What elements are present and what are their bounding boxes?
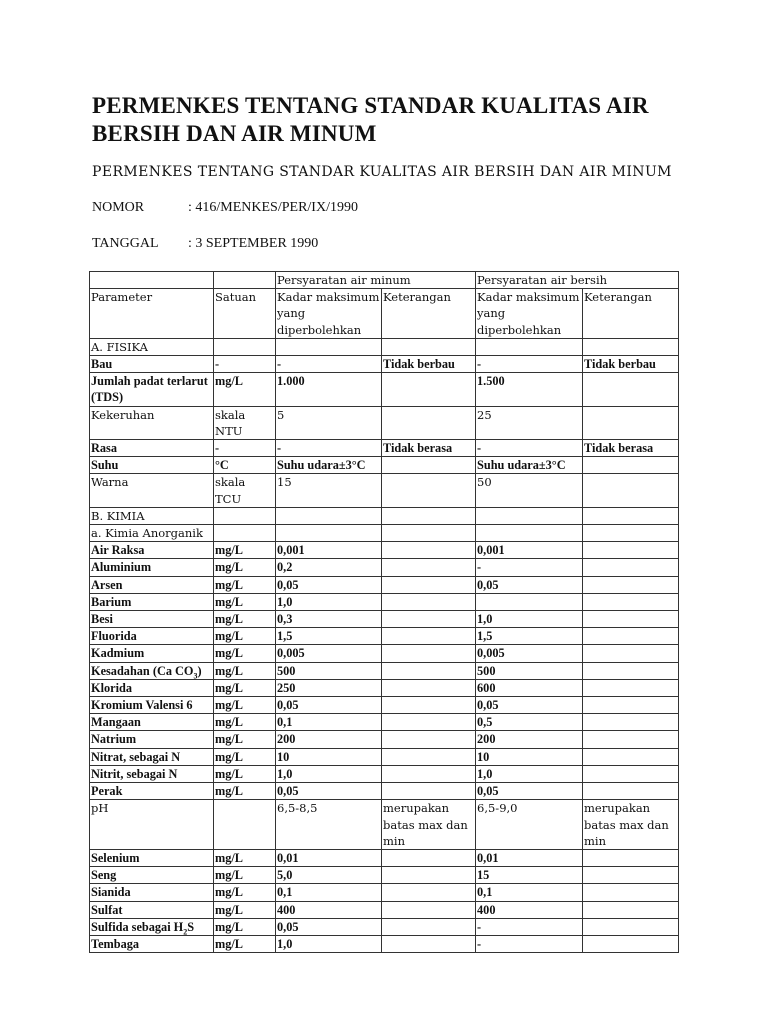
- cell-kadar-bersih: 1,0: [476, 611, 583, 628]
- cell-satuan: °C: [214, 457, 276, 474]
- cell-parameter: Kromium Valensi 6: [90, 697, 214, 714]
- cell-parameter: Rasa: [90, 440, 214, 457]
- table-row: [90, 611, 679, 628]
- cell-kadar-bersih: 0,1: [476, 884, 583, 901]
- cell-ket-minum: [382, 867, 476, 884]
- cell-ket-bersih: merupakan batas max dan min: [583, 800, 679, 850]
- cell-kadar-minum: 500: [276, 662, 382, 679]
- cell-parameter: Jumlah padat terlarut (TDS): [90, 373, 214, 406]
- cell-ket-bersih: [583, 628, 679, 645]
- cell-ket-bersih: [583, 645, 679, 662]
- cell-kadar-bersih: 10: [476, 748, 583, 765]
- cell-ket-minum: [382, 783, 476, 800]
- cell-kadar-minum: 1.000: [276, 373, 382, 406]
- cell-ket-bersih: [583, 714, 679, 731]
- cell-ket-bersih: [583, 697, 679, 714]
- cell-parameter: Perak: [90, 783, 214, 800]
- cell-kadar-minum: 400: [276, 901, 382, 918]
- cell-parameter: Kadmium: [90, 645, 214, 662]
- cell-ket-bersih: Tidak berbau: [583, 356, 679, 373]
- cell-ket-minum: [382, 697, 476, 714]
- cell-parameter: Air Raksa: [90, 542, 214, 559]
- standards-table: [89, 271, 679, 953]
- cell-parameter: Sulfat: [90, 901, 214, 918]
- cell-kadar-minum: -: [276, 440, 382, 457]
- cell-kadar-minum: 0,001: [276, 542, 382, 559]
- cell-ket-minum: Tidak berasa: [382, 440, 476, 457]
- cell-satuan: [214, 800, 276, 850]
- document-title: PERMENKES TENTANG STANDAR KUALITAS AIR BERSIH DAN AIR MINUM: [92, 93, 649, 146]
- cell-satuan: [214, 507, 276, 524]
- cell-satuan: -: [214, 356, 276, 373]
- table-row: [90, 679, 679, 696]
- cell-ket-minum: merupakan batas max dan min: [382, 800, 476, 850]
- cell-kadar-bersih: 1,0: [476, 765, 583, 782]
- cell-satuan: mg/L: [214, 867, 276, 884]
- cell-ket-minum: [382, 918, 476, 935]
- cell-kadar-bersih: -: [476, 356, 583, 373]
- cell-satuan: mg/L: [214, 918, 276, 935]
- col-header-kadar-minum: Kadar maksimum yang diperbolehkan: [276, 289, 382, 339]
- table-row: [90, 901, 679, 918]
- cell-ket-bersih: [583, 884, 679, 901]
- cell-ket-bersih: [583, 867, 679, 884]
- cell-ket-minum: [382, 611, 476, 628]
- table-row: [90, 849, 679, 866]
- cell-ket-minum: [382, 507, 476, 524]
- cell-ket-bersih: [583, 559, 679, 576]
- table-row: [90, 748, 679, 765]
- section-row: [90, 338, 679, 355]
- cell-kadar-bersih: 6,5-9,0: [476, 800, 583, 850]
- cell-parameter: pH: [90, 800, 214, 850]
- cell-kadar-bersih: 200: [476, 731, 583, 748]
- cell-kadar-bersih: -: [476, 918, 583, 935]
- cell-kadar-bersih: 50: [476, 474, 583, 507]
- cell-kadar-bersih: 25: [476, 406, 583, 439]
- cell-parameter: Seng: [90, 867, 214, 884]
- cell-kadar-minum: 1,0: [276, 593, 382, 610]
- cell-satuan: [214, 525, 276, 542]
- cell-kadar-minum: 15: [276, 474, 382, 507]
- header-group-bersih: Persyaratan air bersih: [476, 272, 679, 289]
- cell-ket-bersih: [583, 918, 679, 935]
- table-row: [90, 765, 679, 782]
- col-header-satuan: Satuan: [214, 289, 276, 339]
- cell-ket-minum: [382, 373, 476, 406]
- cell-kadar-bersih: 1,5: [476, 628, 583, 645]
- cell-satuan: mg/L: [214, 576, 276, 593]
- cell-kadar-bersih: -: [476, 440, 583, 457]
- cell-satuan: mg/L: [214, 373, 276, 406]
- table-row: [90, 440, 679, 457]
- cell-ket-minum: [382, 901, 476, 918]
- cell-ket-bersih: [583, 542, 679, 559]
- table-row: [90, 559, 679, 576]
- cell-ket-minum: [382, 474, 476, 507]
- cell-kadar-minum: [276, 525, 382, 542]
- cell-ket-minum: [382, 628, 476, 645]
- cell-parameter: B. KIMIA: [90, 507, 214, 524]
- cell-ket-bersih: [583, 901, 679, 918]
- cell-satuan: mg/L: [214, 731, 276, 748]
- cell-parameter: Arsen: [90, 576, 214, 593]
- cell-kadar-minum: [276, 338, 382, 355]
- cell-satuan: mg/L: [214, 628, 276, 645]
- cell-satuan: mg/L: [214, 559, 276, 576]
- cell-satuan: mg/L: [214, 901, 276, 918]
- col-header-ket-minum: Keterangan: [382, 289, 476, 339]
- table-row: [90, 474, 679, 507]
- cell-parameter: Klorida: [90, 679, 214, 696]
- table-row: [90, 697, 679, 714]
- cell-kadar-minum: 0,05: [276, 783, 382, 800]
- section-row: [90, 525, 679, 542]
- cell-parameter: Besi: [90, 611, 214, 628]
- cell-ket-bersih: [583, 679, 679, 696]
- cell-ket-minum: [382, 731, 476, 748]
- cell-kadar-bersih: 15: [476, 867, 583, 884]
- cell-ket-minum: [382, 748, 476, 765]
- cell-satuan: mg/L: [214, 697, 276, 714]
- table-row: [90, 593, 679, 610]
- cell-satuan: skala TCU: [214, 474, 276, 507]
- cell-kadar-minum: 5: [276, 406, 382, 439]
- table-row: [90, 356, 679, 373]
- cell-satuan: mg/L: [214, 849, 276, 866]
- cell-kadar-minum: [276, 507, 382, 524]
- cell-kadar-bersih: -: [476, 559, 583, 576]
- cell-parameter: Warna: [90, 474, 214, 507]
- cell-kadar-minum: 5,0: [276, 867, 382, 884]
- table-row: [90, 542, 679, 559]
- table-row: [90, 918, 679, 935]
- table-row: [90, 662, 679, 679]
- cell-kadar-bersih: [476, 593, 583, 610]
- cell-kadar-bersih: 0,005: [476, 645, 583, 662]
- table-row: [90, 884, 679, 901]
- table-row: [90, 800, 679, 850]
- table-row: [90, 867, 679, 884]
- cell-ket-minum: [382, 765, 476, 782]
- cell-kadar-bersih: 0,05: [476, 697, 583, 714]
- cell-satuan: skala NTU: [214, 406, 276, 439]
- header-empty-cell: [90, 272, 214, 289]
- cell-kadar-bersih: [476, 525, 583, 542]
- cell-ket-minum: [382, 679, 476, 696]
- table-row: [90, 645, 679, 662]
- cell-kadar-bersih: 0,5: [476, 714, 583, 731]
- cell-kadar-minum: 0,1: [276, 714, 382, 731]
- cell-ket-bersih: [583, 507, 679, 524]
- cell-parameter: Aluminium: [90, 559, 214, 576]
- table-row: [90, 576, 679, 593]
- cell-kadar-bersih: 500: [476, 662, 583, 679]
- cell-kadar-bersih: 1.500: [476, 373, 583, 406]
- table-row: [90, 406, 679, 439]
- cell-satuan: mg/L: [214, 593, 276, 610]
- cell-ket-bersih: Tidak berasa: [583, 440, 679, 457]
- cell-kadar-bersih: [476, 338, 583, 355]
- cell-kadar-minum: -: [276, 356, 382, 373]
- cell-ket-bersih: [583, 338, 679, 355]
- cell-ket-bersih: [583, 748, 679, 765]
- tanggal-value: : 3 SEPTEMBER 1990: [188, 236, 319, 251]
- cell-kadar-minum: 0,05: [276, 918, 382, 935]
- cell-ket-bersih: [583, 406, 679, 439]
- cell-ket-bersih: [583, 373, 679, 406]
- cell-kadar-minum: 0,05: [276, 697, 382, 714]
- cell-satuan: mg/L: [214, 645, 276, 662]
- cell-parameter: Fluorida: [90, 628, 214, 645]
- cell-ket-minum: [382, 714, 476, 731]
- cell-kadar-minum: 250: [276, 679, 382, 696]
- cell-parameter: Suhu: [90, 457, 214, 474]
- cell-parameter: Mangaan: [90, 714, 214, 731]
- table-header-row: [90, 289, 679, 339]
- cell-ket-bersih: [583, 457, 679, 474]
- cell-ket-bersih: [583, 731, 679, 748]
- cell-ket-bersih: [583, 662, 679, 679]
- cell-parameter: Nitrit, sebagai N: [90, 765, 214, 782]
- cell-kadar-bersih: 0,001: [476, 542, 583, 559]
- cell-ket-bersih: [583, 474, 679, 507]
- cell-ket-bersih: [583, 765, 679, 782]
- col-header-parameter: Parameter: [90, 289, 214, 339]
- cell-satuan: mg/L: [214, 542, 276, 559]
- cell-kadar-minum: 6,5-8,5: [276, 800, 382, 850]
- cell-ket-bersih: [583, 593, 679, 610]
- cell-satuan: -: [214, 440, 276, 457]
- cell-satuan: mg/L: [214, 935, 276, 952]
- cell-ket-minum: [382, 406, 476, 439]
- table-group-header-row: [90, 272, 679, 289]
- cell-kadar-bersih: 600: [476, 679, 583, 696]
- cell-kadar-minum: Suhu udara±3°C: [276, 457, 382, 474]
- cell-kadar-minum: 1,0: [276, 935, 382, 952]
- cell-ket-bersih: [583, 783, 679, 800]
- cell-ket-minum: [382, 542, 476, 559]
- cell-kadar-bersih: 0,05: [476, 783, 583, 800]
- cell-parameter: Sianida: [90, 884, 214, 901]
- cell-satuan: mg/L: [214, 765, 276, 782]
- cell-kadar-bersih: 400: [476, 901, 583, 918]
- cell-kadar-bersih: 0,01: [476, 849, 583, 866]
- header-group-minum: Persyaratan air minum: [276, 272, 476, 289]
- cell-kadar-minum: 0,05: [276, 576, 382, 593]
- nomor-label: NOMOR: [92, 200, 145, 215]
- cell-ket-minum: [382, 338, 476, 355]
- cell-ket-minum: [382, 576, 476, 593]
- cell-ket-minum: [382, 849, 476, 866]
- table-row: [90, 714, 679, 731]
- cell-kadar-minum: 0,3: [276, 611, 382, 628]
- table-row: [90, 783, 679, 800]
- cell-parameter: Natrium: [90, 731, 214, 748]
- cell-ket-minum: [382, 457, 476, 474]
- cell-parameter: a. Kimia Anorganik: [90, 525, 214, 542]
- cell-parameter: Kekeruhan: [90, 406, 214, 439]
- cell-parameter: Sulfida sebagai $H_2S$: [90, 918, 214, 935]
- table-row: [90, 935, 679, 952]
- cell-ket-bersih: [583, 611, 679, 628]
- cell-ket-bersih: [583, 525, 679, 542]
- cell-kadar-minum: 10: [276, 748, 382, 765]
- section-row: [90, 507, 679, 524]
- cell-ket-minum: Tidak berbau: [382, 356, 476, 373]
- table-row: [90, 457, 679, 474]
- cell-kadar-bersih: -: [476, 935, 583, 952]
- table-body: [90, 338, 679, 952]
- cell-ket-bersih: [583, 935, 679, 952]
- cell-kadar-minum: 200: [276, 731, 382, 748]
- cell-satuan: mg/L: [214, 884, 276, 901]
- cell-kadar-minum: 0,005: [276, 645, 382, 662]
- cell-ket-bersih: [583, 849, 679, 866]
- cell-satuan: mg/L: [214, 662, 276, 679]
- cell-ket-bersih: [583, 576, 679, 593]
- cell-ket-minum: [382, 662, 476, 679]
- cell-kadar-minum: 1,5: [276, 628, 382, 645]
- col-header-kadar-bersih: Kadar maksimum yang diperbolehkan: [476, 289, 583, 339]
- cell-ket-minum: [382, 593, 476, 610]
- cell-parameter: Kesadahan (Ca $CO_3$): [90, 662, 214, 679]
- cell-satuan: [214, 338, 276, 355]
- cell-ket-minum: [382, 525, 476, 542]
- cell-parameter: Tembaga: [90, 935, 214, 952]
- cell-ket-minum: [382, 935, 476, 952]
- cell-parameter: Barium: [90, 593, 214, 610]
- header-empty-cell: [214, 272, 276, 289]
- cell-parameter: A. FISIKA: [90, 338, 214, 355]
- cell-ket-minum: [382, 884, 476, 901]
- cell-ket-minum: [382, 645, 476, 662]
- table-row: [90, 628, 679, 645]
- nomor-line: [92, 200, 358, 216]
- tanggal-line: [92, 236, 318, 252]
- cell-kadar-bersih: [476, 507, 583, 524]
- table-row: [90, 373, 679, 406]
- tanggal-label: TANGGAL: [92, 236, 159, 251]
- cell-parameter: Nitrat, sebagai N: [90, 748, 214, 765]
- cell-parameter: Selenium: [90, 849, 214, 866]
- cell-kadar-minum: 0,01: [276, 849, 382, 866]
- cell-satuan: mg/L: [214, 714, 276, 731]
- cell-kadar-minum: 0,2: [276, 559, 382, 576]
- table-row: [90, 731, 679, 748]
- cell-satuan: mg/L: [214, 611, 276, 628]
- cell-satuan: mg/L: [214, 679, 276, 696]
- nomor-value: : 416/MENKES/PER/IX/1990: [188, 200, 358, 215]
- cell-satuan: mg/L: [214, 783, 276, 800]
- cell-kadar-minum: 1,0: [276, 765, 382, 782]
- cell-kadar-bersih: Suhu udara±3°C: [476, 457, 583, 474]
- cell-kadar-bersih: 0,05: [476, 576, 583, 593]
- cell-kadar-minum: 0,1: [276, 884, 382, 901]
- cell-ket-minum: [382, 559, 476, 576]
- col-header-ket-bersih: Keterangan: [583, 289, 679, 339]
- cell-satuan: mg/L: [214, 748, 276, 765]
- cell-parameter: Bau: [90, 356, 214, 373]
- document-subtitle: PERMENKES TENTANG STANDAR KUALITAS AIR BERSIH DAN AIR MINUM: [92, 164, 672, 180]
